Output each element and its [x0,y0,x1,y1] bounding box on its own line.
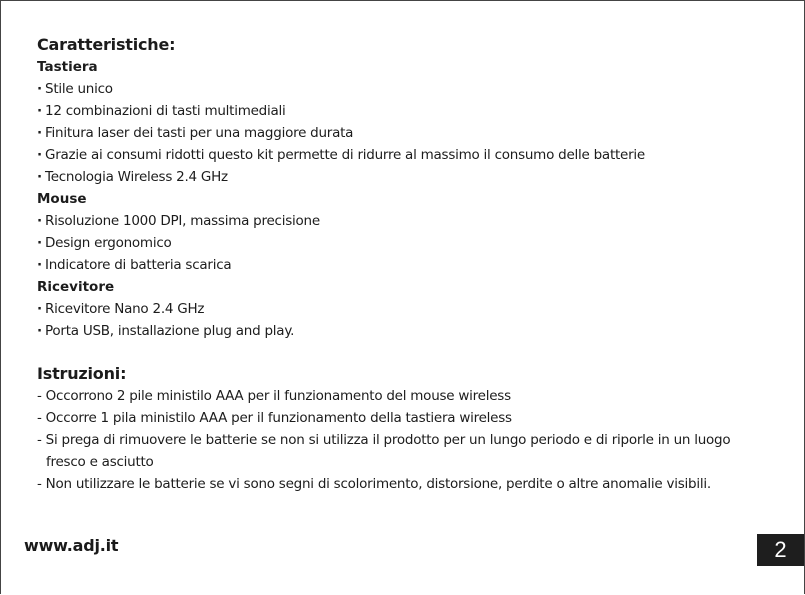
list-item: · Design ergonomico [37,235,172,251]
receiver-heading: Ricevitore [37,279,115,295]
mouse-heading: Mouse [37,191,87,207]
list-item: - Si prega di rimuovere le batterie se non si utilizza il prodotto per un lungo periodo e di riporle in un luogo fresco e asciutto [37,432,731,470]
website-url: www.adj.it [24,536,119,555]
list-item: · Stile unico [37,81,113,97]
list-item: - Occorrono 2 pile ministilo AAA per il funzionamento del mouse wireless [37,388,511,404]
list-item: · Indicatore di batteria scarica [37,257,232,273]
list-item: · Risoluzione 1000 DPI, massima precisione [37,213,320,229]
instructions-list [37,385,777,495]
list-item: · Finitura laser dei tasti per una maggiore durata [37,125,354,141]
document-content [37,34,777,495]
list-item: - Non utilizzare le batterie se vi sono segni di scolorimento, distorsione, perdite o altre anomalie visibili. [37,476,711,492]
list-item: - Occorre 1 pila ministilo AAA per il funzionamento della tastiera wireless [37,410,512,426]
instructions-title: Istruzioni: [37,364,127,383]
list-item: · Ricevitore Nano 2.4 GHz [37,301,205,317]
features-title: Caratteristiche: [37,35,176,54]
list-item: · 12 combinazioni di tasti multimediali [37,103,286,119]
page-number-badge: 2 [757,534,804,566]
list-item: · Grazie ai consumi ridotti questo kit permette di ridurre al massimo il consumo delle batterie [37,147,645,163]
mouse-feature-list [37,210,777,276]
features-section [37,34,777,342]
instructions-section [37,363,777,495]
receiver-feature-list [37,298,777,342]
keyboard-heading: Tastiera [37,59,98,75]
list-item: · Tecnologia Wireless 2.4 GHz [37,169,228,185]
list-item: · Porta USB, installazione plug and play. [37,323,295,339]
keyboard-feature-list [37,78,777,188]
